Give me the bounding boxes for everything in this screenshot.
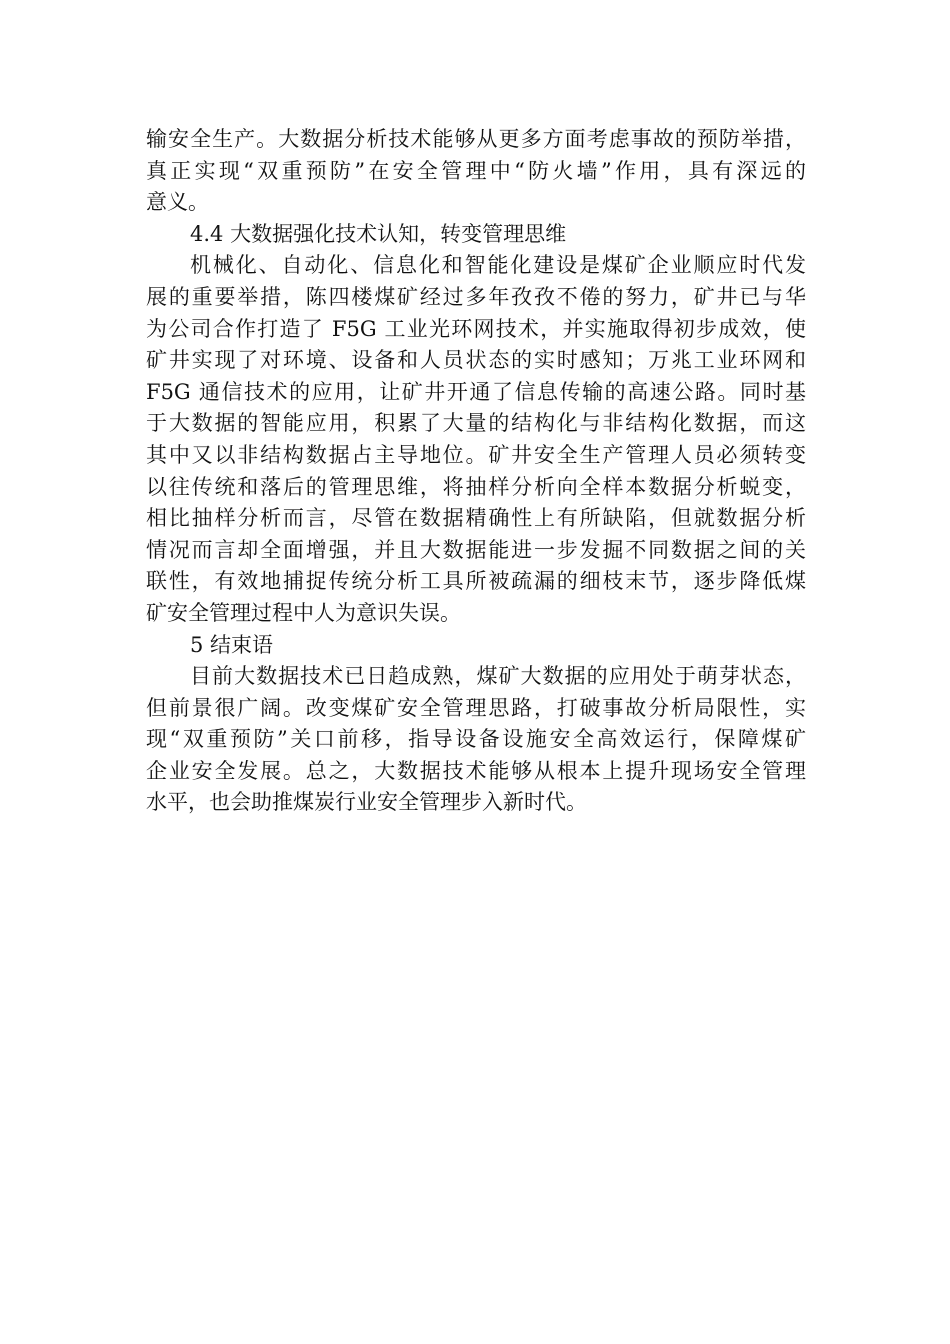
text-line: 联性，有效地捕捉传统分析工具所被疏漏的细枝末节，逐步降低煤 — [146, 569, 806, 594]
section-heading-5: 5 结束语 — [190, 632, 274, 657]
section-heading-4-4: 4.4 大数据强化技术认知，转变管理思维 — [190, 221, 567, 246]
text-line: 企业安全发展。总之，大数据技术能够从根本上提升现场安全管理 — [146, 758, 806, 783]
text-line: 水平，也会助推煤炭行业安全管理步入新时代。 — [146, 790, 587, 815]
document-body — [146, 124, 806, 819]
text-line: 情况而言却全面增强，并且大数据能进一步发掘不同数据之间的关 — [146, 537, 806, 562]
text-line: 矿井实现了对环境、设备和人员状态的实时感知；万兆工业环网和 — [146, 348, 806, 373]
text-line: 矿安全管理过程中人为意识失误。 — [146, 600, 461, 625]
text-line: 但前景很广阔。改变煤矿安全管理思路，打破事故分析局限性，实 — [146, 695, 806, 720]
text-line: F5G 通信技术的应用，让矿井开通了信息传输的高速公路。同时基 — [146, 379, 806, 404]
text-line: 目前大数据技术已日趋成熟，煤矿大数据的应用处于萌芽状态， — [190, 664, 806, 689]
text-line: 意义。 — [146, 190, 209, 215]
text-line: 其中又以非结构数据占主导地位。矿井安全生产管理人员必须转变 — [146, 442, 806, 467]
text-line: 机械化、自动化、信息化和智能化建设是煤矿企业顺应时代发 — [190, 253, 806, 278]
text-line: 以往传统和落后的管理思维，将抽样分析向全样本数据分析蜕变， — [146, 474, 806, 499]
text-line: 展的重要举措，陈四楼煤矿经过多年孜孜不倦的努力，矿井已与华 — [146, 284, 806, 309]
text-line: 为公司合作打造了 F5G 工业光环网技术，并实施取得初步成效，使 — [146, 316, 806, 341]
paragraph-safety-analysis — [146, 124, 806, 219]
text-line: 于大数据的智能应用，积累了大量的结构化与非结构化数据，而这 — [146, 411, 806, 436]
text-line: 真正实现“双重预防”在安全管理中“防火墙”作用，具有深远的 — [146, 158, 806, 183]
text-line: 相比抽样分析而言，尽管在数据精确性上有所缺陷，但就数据分析 — [146, 506, 806, 531]
paragraph-conclusion — [146, 661, 806, 819]
text-line: 现“双重预防”关口前移，指导设备设施安全高效运行，保障煤矿 — [146, 727, 806, 752]
text-line: 输安全生产。大数据分析技术能够从更多方面考虑事故的预防举措， — [146, 127, 806, 151]
paragraph-management-thinking — [146, 250, 806, 629]
